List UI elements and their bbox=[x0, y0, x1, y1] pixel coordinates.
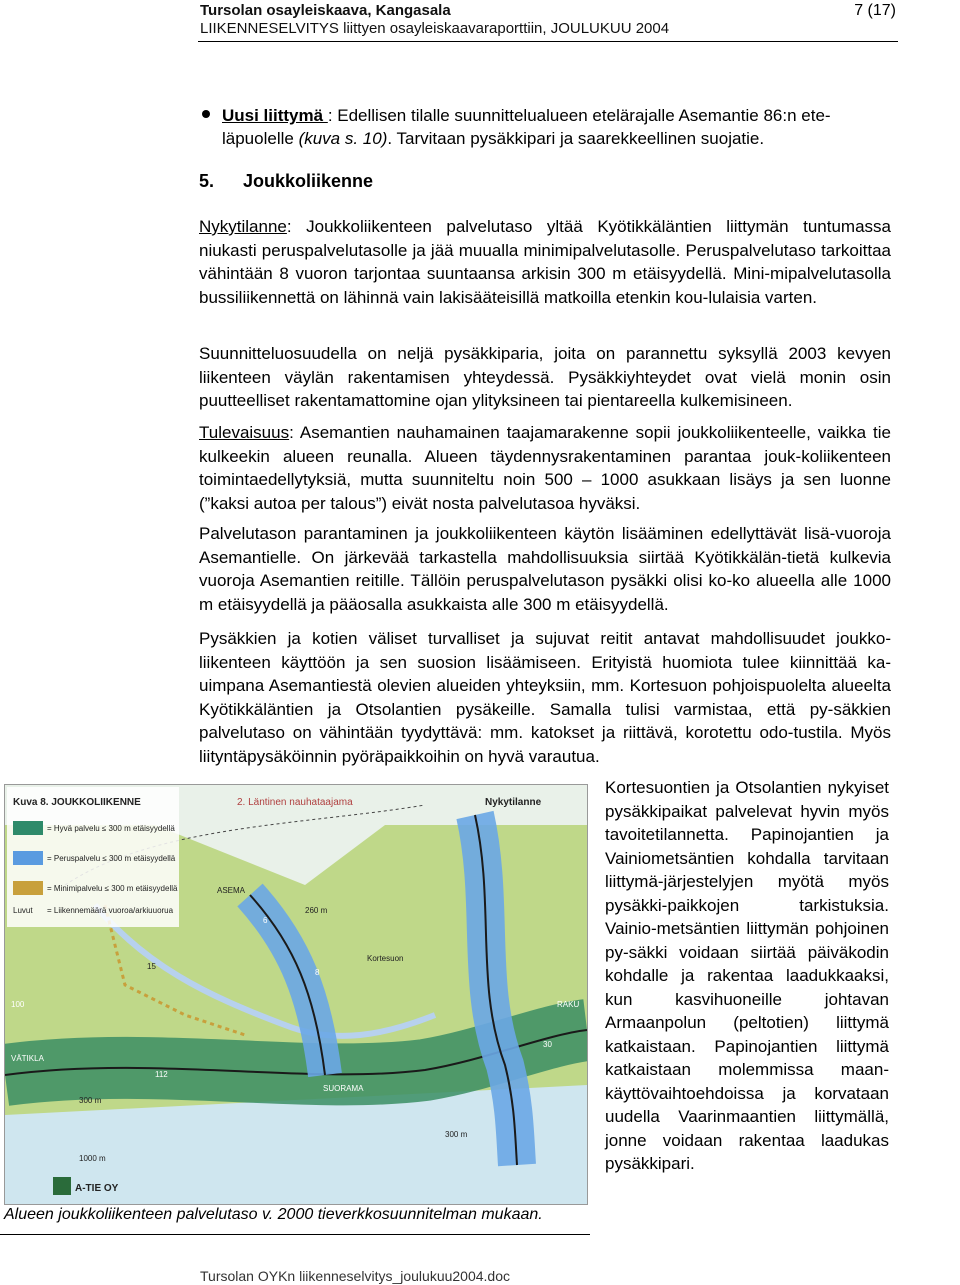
distance-300-left: 300 m bbox=[79, 1096, 102, 1105]
route-number-8: 8 bbox=[315, 968, 320, 977]
header-subtitle: LIIKENNESELVITYS liittyen osayleiskaavaraporttiin, JOULUKUU 2004 bbox=[200, 20, 670, 37]
paragraph-current bbox=[199, 215, 891, 309]
legend-swatch-good bbox=[13, 821, 43, 835]
footer-filename: Tursolan OYKn liikenneselvitys_joulukuu2004.doc bbox=[200, 1268, 510, 1284]
figure-rule bbox=[0, 1234, 590, 1235]
legend-minimum-text: = Minimipalvelu ≤ 300 m etäisyydellä bbox=[47, 884, 178, 893]
figure-caption: Alueen joukkoliikenteen palvelutaso v. 2000 tieverkkosuunnitelman mukaan. bbox=[4, 1206, 543, 1223]
bullet-reference: (kuva s. 10) bbox=[298, 129, 388, 148]
route-number-6: 6 bbox=[263, 916, 268, 925]
place-suorama: SUORAMA bbox=[323, 1084, 364, 1093]
route-number-30: 30 bbox=[543, 1040, 552, 1049]
distance-1000: 1000 m bbox=[79, 1154, 106, 1163]
legend-good-text: = Hyvä palvelu ≤ 300 m etäisyydellä bbox=[47, 824, 175, 833]
legend-numbers-desc: = Liikennemäärä vuoroa/arkiuuorua bbox=[47, 906, 174, 915]
paragraph-service-level: Palvelutason parantaminen ja joukkoliikenteen käytön lisääminen edellyttävät lisä-vuoroja Asemantielle. On järkevää tarkastella mahdollisuuksia siirtää Kyötikkälän-tietä kulkevia vuoroja Asemantien reitille. Tällöin peruspalvelutason pysäkki olisi ko-ko alueella alle 1000 m etäisyydellä ja pääosalla asukkaista alle 300 m etäisyydellä. bbox=[199, 524, 891, 614]
legend-numbers-label: Luvut bbox=[13, 906, 33, 915]
map-title: Kuva 8. JOUKKOLIIKENNE bbox=[13, 797, 141, 808]
route-number-15: 15 bbox=[147, 962, 156, 971]
place-asema: ASEMA bbox=[217, 886, 246, 895]
logo-icon bbox=[53, 1177, 71, 1195]
label-future: Tulevaisuus bbox=[199, 423, 290, 442]
distance-300-right: 300 m bbox=[445, 1130, 468, 1139]
side-paragraph: Kortesuontien ja Otsolantien nykyiset pysäkkipaikat palvelevat hyvin myös tavoitetilannetta. Papinojantien ja Vainiometsäntien kohdalla tarvitaan liittymä-järjestelyjen myötä myös pysäkki-paikkojen tarkistuksia. Vainio-metsäntien liittymän pohjoinen py-säkki voidaan siirtää päiväkodin kohdalle ja rakentaa laadukkaaksi, kun kasvihuoneille johtavan Armaanpolun (peltotien) liittymä katkaistaan. Papinojantien liittymä katkaistaan molemmissa maan-käyttövaihtoehdoissa ja korvataan uudella Vaarinmaantien liittymällä, jonne voidaan rakentaa laadukas pysäkkipari. bbox=[605, 778, 889, 1173]
legend-basic-text: = Peruspalvelu ≤ 300 m etäisyydellä bbox=[47, 854, 176, 863]
map-figure bbox=[4, 784, 588, 1205]
map-subtitle: 2. Läntinen nauhataajama bbox=[237, 797, 353, 808]
route-number-112: 112 bbox=[155, 1070, 168, 1079]
map-svg bbox=[5, 785, 587, 1204]
bullet-text-end: . Tarvitaan pysäkkipari ja saarekkeellinen suojatie. bbox=[387, 129, 765, 148]
route-number-100: 100 bbox=[11, 1000, 25, 1009]
section-title: Joukkoliikenne bbox=[243, 171, 374, 191]
paragraph-stops: Suunnitteluosuudella on neljä pysäkkiparia, joita on parannettu syksyllä 2003 kevyen liikenteen väylän rakentamisen yhteydessä. Pysäkkiyhteydet ovat vielä monin osin puutteelliset rakentamattomine ojan ylityksineen tai pientareella kulkemisineen. bbox=[199, 344, 891, 410]
map-current-label: Nykytilanne bbox=[485, 797, 542, 808]
legend-swatch-minimum bbox=[13, 881, 43, 895]
bullet-label: Uusi liittymä bbox=[222, 106, 328, 125]
bullet-dot bbox=[202, 110, 210, 118]
logo-text: A-TIE OY bbox=[75, 1183, 119, 1194]
place-vatikla: VÄTIKLA bbox=[11, 1054, 44, 1063]
bullet-text: : Edellisen tilalle suunnittelualueen etelärajalle Asemantie 86:n ete-läpuolelle bbox=[222, 106, 831, 148]
header-title: Tursolan osayleiskaava, Kangasala bbox=[200, 2, 451, 19]
bullet-paragraph bbox=[222, 104, 898, 150]
text-future: : Asemantien nauhamainen taajamarakenne sopii joukkoliikenteelle, vaikka tie kulkeekin alueen reunalla. Alueen täydennysrakentaminen parantaa jouk-koliikenteen toimintaedellytyksiä, mutta suunniteltu noin 500 – 1000 asukkaan lisäys ja sen luonne (”kaksi autoa per talous”) eivät nosta palvelutasoa hyväksi. bbox=[199, 423, 891, 513]
paragraph-future bbox=[199, 421, 891, 515]
place-kortesuo: Kortesuon bbox=[367, 954, 404, 963]
legend-swatch-basic bbox=[13, 851, 43, 865]
place-raku: RAKU bbox=[557, 1000, 580, 1009]
section-number: 5. bbox=[199, 171, 215, 191]
header-rule bbox=[198, 41, 898, 42]
text-current: : Joukkoliikenteen palvelutaso yltää Kyötikkäläntien liittymän tuntumassa niukasti peruspalvelutasolle ja jää muualla minimipalvelutasolle. Peruspalvelutaso tarkoittaa vähintään 8 vuoron tarjontaa suuntaansa arkisin 300 m etäisyydellä. Mini-mipalvelutasolla bussiliikennettä on lähinnä vain lakisääteisillä matkoilla etenkin kou-lulaisia varten. bbox=[199, 217, 891, 307]
distance-260: 260 m bbox=[305, 906, 328, 915]
section-heading bbox=[199, 171, 373, 192]
page-number: 7 (17) bbox=[854, 2, 896, 19]
paragraph-routes: Pysäkkien ja kotien väliset turvalliset ja sujuvat reitit antavat mahdollisuudet joukko-liikenteen käyttöön ja sen suosion lisäämiseen. Erityistä huomiota tulee kiinnittää ka-uimpana Asemantiestä olevien alueiden yhteyksiin, mm. Kortesuon pohjoispuolelta alueelta Kyötikkäläntien ja Otsolantien pysäkeille. Samalla tulisi varmistaa, että py-säkkien palvelutaso on vähintään tyydyttävä: mm. katokset ja riittävä, korotettu odo-tustila. Myös liityntäpysäköinnin pyöräpaikkoihin on hyvä varautua. bbox=[199, 629, 891, 766]
label-current: Nykytilanne bbox=[199, 217, 287, 236]
